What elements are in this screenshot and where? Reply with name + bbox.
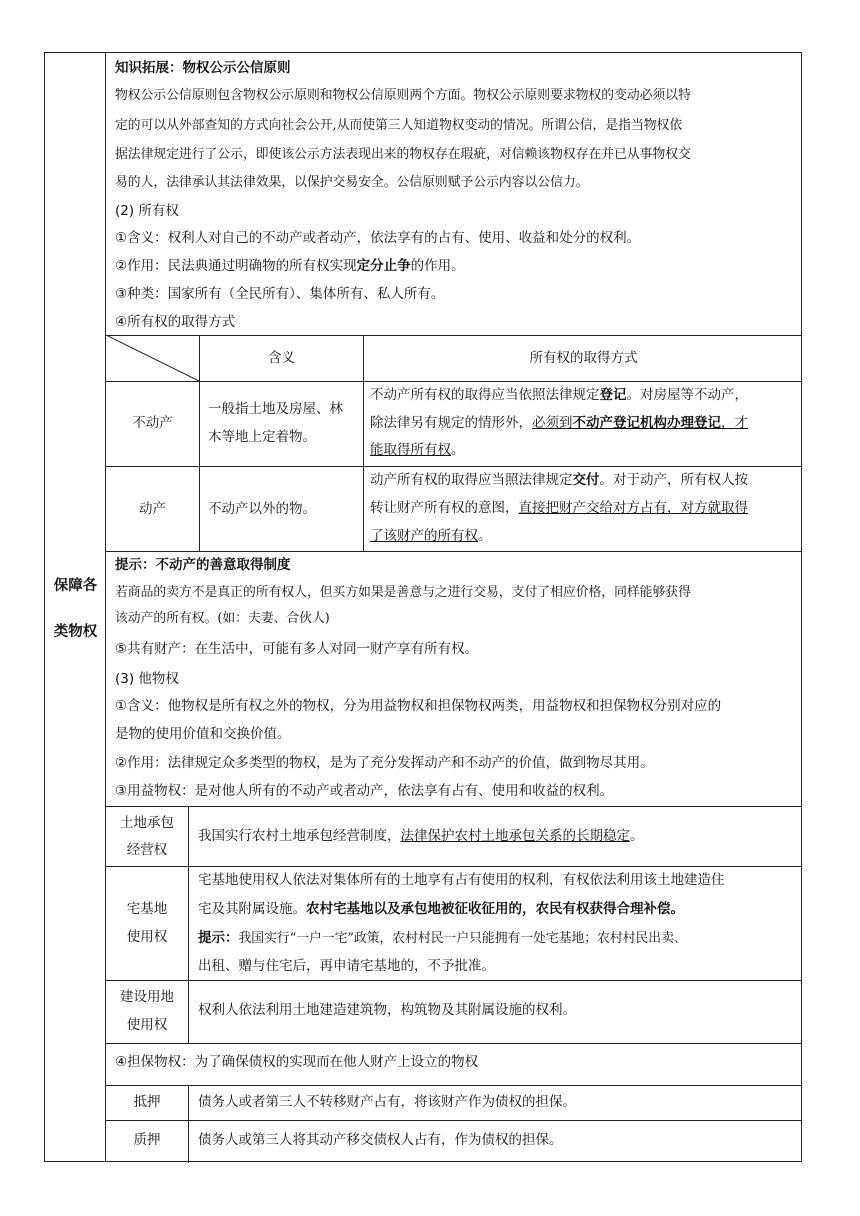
usufruct-text: 我国实行农村土地承包经营制度，法律保护农村土地承包关系的长期稳定。 [198,828,644,844]
table-rule [106,1085,801,1086]
main-column [106,53,801,1161]
table-rule [106,806,801,807]
ownership-role: ②作用：民法典通过明确物的所有权实现定分止争的作用。 [115,258,465,274]
row-method-line-3: 了该财产的所有权。 [370,528,492,544]
other-rights-role: ②作用：法律规定众多类型的物权，是为了充分发挥动产和不动产的价值，做到物尽其用。 [115,755,654,771]
other-rights-heading: (3) 他物权 [115,671,179,687]
side-column [45,53,106,1161]
construction-text: 权利人依法利用土地建造建筑物，构筑物及其附属设施的权利。 [198,1002,576,1018]
ownership-heading: (2) 所有权 [115,203,179,219]
mortgage-text: 债务人或者第三人不转移财产占有，将该财产作为债权的担保。 [198,1094,576,1110]
row-method-line-2: 转让财产所有权的意图，直接把财产交给对方占有，对方就取得 [370,500,748,516]
table-rule [106,866,801,867]
table-rule [106,1043,801,1044]
ownership-types: ③种类：国家所有（全民所有）、集体所有、私人所有。 [115,286,445,302]
extension-line-3: 据法律规定进行了公示，即使该公示方法表现出来的物权存在瑕疵，对信赖该物权存在并已从事物权交 [115,147,691,162]
tip-line-2: 该动产的所有权。(如：夫妻、合伙人) [115,611,330,626]
header-method: 所有权的取得方式 [529,350,638,366]
table-rule [106,980,801,981]
diagonal-header-cell [106,335,200,381]
row-method-line-3: 能取得所有权。 [370,442,465,458]
pledge-text: 债务人或第三人将其动产移交债权人占有，作为债权的担保。 [198,1132,563,1148]
tip-title: 提示：不动产的善意取得制度 [115,557,291,573]
row-name-movable: 动产 [139,501,166,517]
table-rule [188,806,189,1043]
mortgage-name: 抵押 [133,1094,161,1110]
row-meaning-line-2: 木等地上定着物。 [208,429,316,445]
pledge-name: 质押 [133,1132,161,1148]
usufruct-name-line-2: 经营权 [126,842,168,858]
homestead-tip-line-2: 出租、赠与住宅后，再申请宅基地的，不予批准。 [198,958,495,974]
content-table [44,52,802,1162]
table-rule [188,1085,189,1163]
security-heading: ④担保物权：为了确保债权的实现而在他人财产上设立的物权 [115,1054,479,1070]
usufruct-heading: ③用益物权：是对他人所有的不动产或者动产，依法享有占有、使用和收益的权利。 [115,783,614,799]
table-rule [106,1120,801,1121]
construction-name-line-2: 使用权 [126,1017,168,1033]
extension-title: 知识拓展：物权公示公信原则 [115,60,291,76]
table-rule [106,381,801,382]
homestead-line-1: 宅基地使用权人依法对集体所有的土地享有占有使用的权利，有权依法利用该土地建造住 [198,872,725,888]
table-rule [106,466,801,467]
side-label-line-2: 类物权 [53,624,98,640]
extension-line-4: 易的人，法律承认其法律效果，以保护交易安全。公信原则赋予公示内容以公信力。 [115,175,589,190]
side-label-line-1: 保障各 [53,578,98,594]
other-rights-meaning-2: 是物的使用价值和交换价值。 [115,726,291,742]
homestead-name-line-2: 使用权 [126,929,168,945]
row-meaning-line-1: 一般指土地及房屋、林 [208,401,343,417]
homestead-tip-line-1: 提示：我国实行“一户一宅”政策，农村村民一户只能拥有一处宅基地；农村村民出卖、 [198,930,687,946]
usufruct-name-line-1: 土地承包 [120,815,174,831]
table-rule [106,551,801,552]
construction-name-line-1: 建设用地 [120,989,174,1005]
row-method-line-1: 动产所有权的取得应当照法律规定交付。对于动产，所有权人按 [370,472,748,488]
tip-line-1: 若商品的卖方不是真正的所有权人，但买方如果是善意与之进行交易，支付了相应价格，同样能够获得 [115,585,691,600]
homestead-name-line-1: 宅基地 [126,901,168,917]
row-name-immovable: 不动产 [132,415,173,431]
row-method-line-2: 除法律另有规定的情形外，必须到不动产登记机构办理登记，才 [370,415,748,431]
row-method-line-1: 不动产所有权的取得应当依照法律规定登记。对房屋等不动产， [370,387,748,403]
ownership-meaning: ①含义：权利人对自己的不动产或者动产，依法享有的占有、使用、收益和处分的权利。 [115,230,641,246]
table-rule [106,335,801,336]
extension-line-1: 物权公示公信原则包含物权公示原则和物权公信原则两个方面。物权公示原则要求物权的变动必须以特 [115,88,691,103]
homestead-line-2: 宅及其附属设施。农村宅基地以及承包地被征收征用的，农民有权获得合理补偿。 [198,901,684,917]
extension-line-2: 定的可以从外部查知的方式向社会公开,从而使第三人知道物权变动的情况。所谓公信，是指当物权依 [115,118,683,133]
ownership-acquire-heading: ④所有权的取得方式 [115,314,236,330]
other-rights-meaning-1: ①含义：他物权是所有权之外的物权，分为用益物权和担保物权两类，用益物权和担保物权分别对应的 [115,698,722,714]
row-meaning-line-1: 不动产以外的物。 [208,501,316,517]
header-meaning: 含义 [268,350,295,366]
shared-property: ⑤共有财产：在生活中，可能有多人对同一财产享有所有权。 [115,641,479,657]
